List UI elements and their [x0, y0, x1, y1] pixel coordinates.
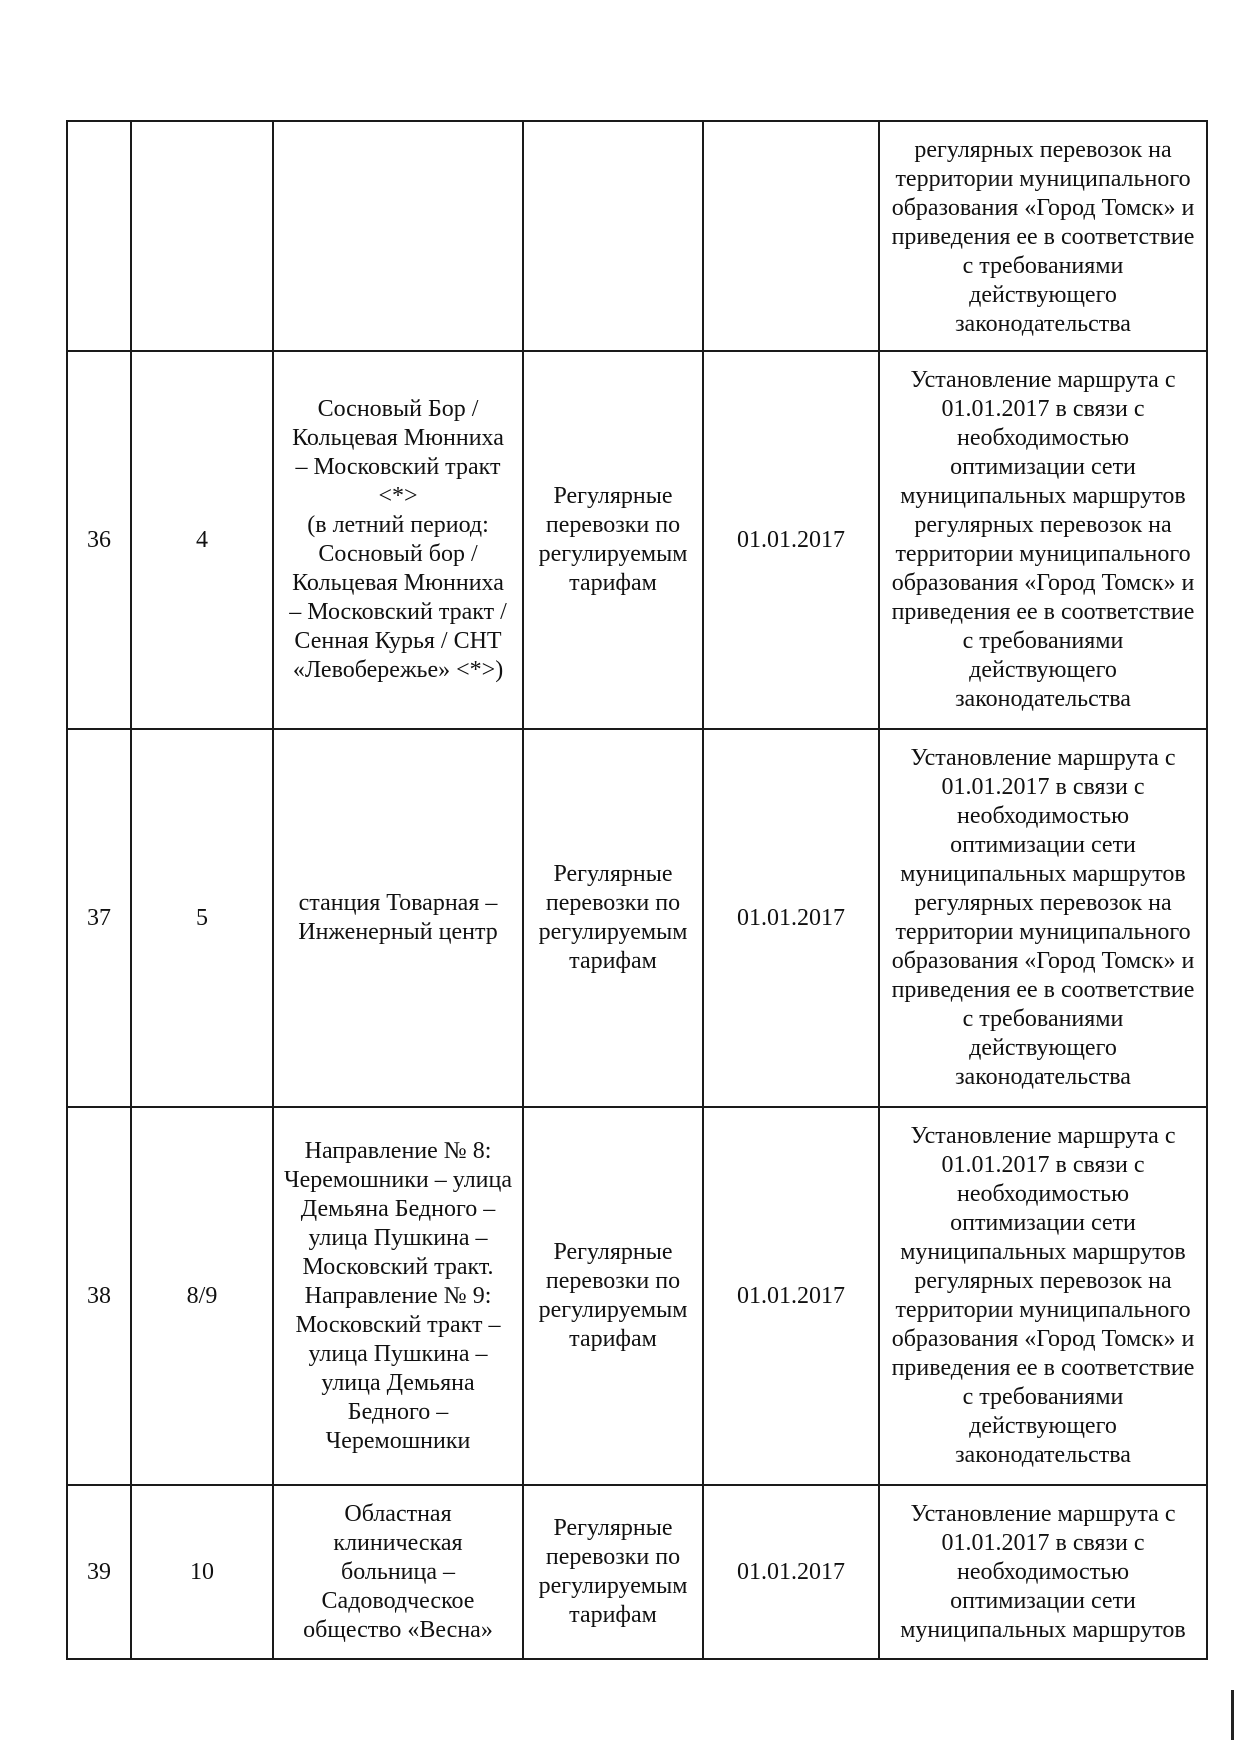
cell-transport-type — [523, 121, 703, 351]
cell-route-number: 5 — [131, 729, 273, 1107]
table-row — [67, 1485, 1207, 1659]
cell-date: 01.01.2017 — [703, 1485, 879, 1659]
cell-date: 01.01.2017 — [703, 351, 879, 729]
cell-date — [703, 121, 879, 351]
cell-route-number — [131, 121, 273, 351]
cell-route-name: Направление № 8: Черемошники – улица Демьяна Бедного – улица Пушкина – Московский тракт. Направление № 9: Московский тракт – улица Пушкина – улица Демьяна Бедного – Черемошники — [273, 1107, 523, 1485]
cell-date: 01.01.2017 — [703, 1107, 879, 1485]
cell-number: 38 — [67, 1107, 131, 1485]
cell-route-name — [273, 121, 523, 351]
cell-description: регулярных перевозок на территории муниципального образования «Город Томск» и приведения ее в соответствие с требованиями действующего законодательства — [879, 121, 1207, 351]
cell-transport-type: Регулярные перевозки по регулируемым тарифам — [523, 1107, 703, 1485]
cell-route-number: 4 — [131, 351, 273, 729]
cell-number: 37 — [67, 729, 131, 1107]
routes-table — [66, 120, 1208, 1660]
table-row — [67, 1107, 1207, 1485]
cell-route-name: станция Товарная – Инженерный центр — [273, 729, 523, 1107]
cell-route-number: 8/9 — [131, 1107, 273, 1485]
table-row — [67, 729, 1207, 1107]
table-row — [67, 121, 1207, 351]
cell-number — [67, 121, 131, 351]
table-row — [67, 351, 1207, 729]
cell-date: 01.01.2017 — [703, 729, 879, 1107]
cell-number: 39 — [67, 1485, 131, 1659]
cell-transport-type: Регулярные перевозки по регулируемым тарифам — [523, 351, 703, 729]
cell-description: Установление маршрута с 01.01.2017 в связи с необходимостью оптимизации сети муниципальных маршрутов регулярных перевозок на территории муниципального образования «Город Томск» и приведения ее в соответствие с требованиями действующего законодательства — [879, 351, 1207, 729]
cell-number: 36 — [67, 351, 131, 729]
cell-route-name: Областная клиническая больница – Садоводческое общество «Весна» — [273, 1485, 523, 1659]
cell-description: Установление маршрута с 01.01.2017 в связи с необходимостью оптимизации сети муниципальных маршрутов регулярных перевозок на территории муниципального образования «Город Томск» и приведения ее в соответствие с требованиями действующего законодательства — [879, 1107, 1207, 1485]
cell-transport-type: Регулярные перевозки по регулируемым тарифам — [523, 729, 703, 1107]
cell-description: Установление маршрута с 01.01.2017 в связи с необходимостью оптимизации сети муниципальных маршрутов регулярных перевозок на территории муниципального образования «Город Томск» и приведения ее в соответствие с требованиями действующего законодательства — [879, 729, 1207, 1107]
cell-route-name: Сосновый Бор / Кольцевая Мюнниха – Московский тракт <*> (в летний период: Сосновый бор / Кольцевая Мюнниха – Московский тракт / Сенная Курья / СНТ «Левобережье» <*>) — [273, 351, 523, 729]
cell-route-number: 10 — [131, 1485, 273, 1659]
cell-transport-type: Регулярные перевозки по регулируемым тарифам — [523, 1485, 703, 1659]
scan-edge-mark — [1231, 1690, 1234, 1740]
cell-description: Установление маршрута с 01.01.2017 в связи с необходимостью оптимизации сети муниципальных маршрутов — [879, 1485, 1207, 1659]
